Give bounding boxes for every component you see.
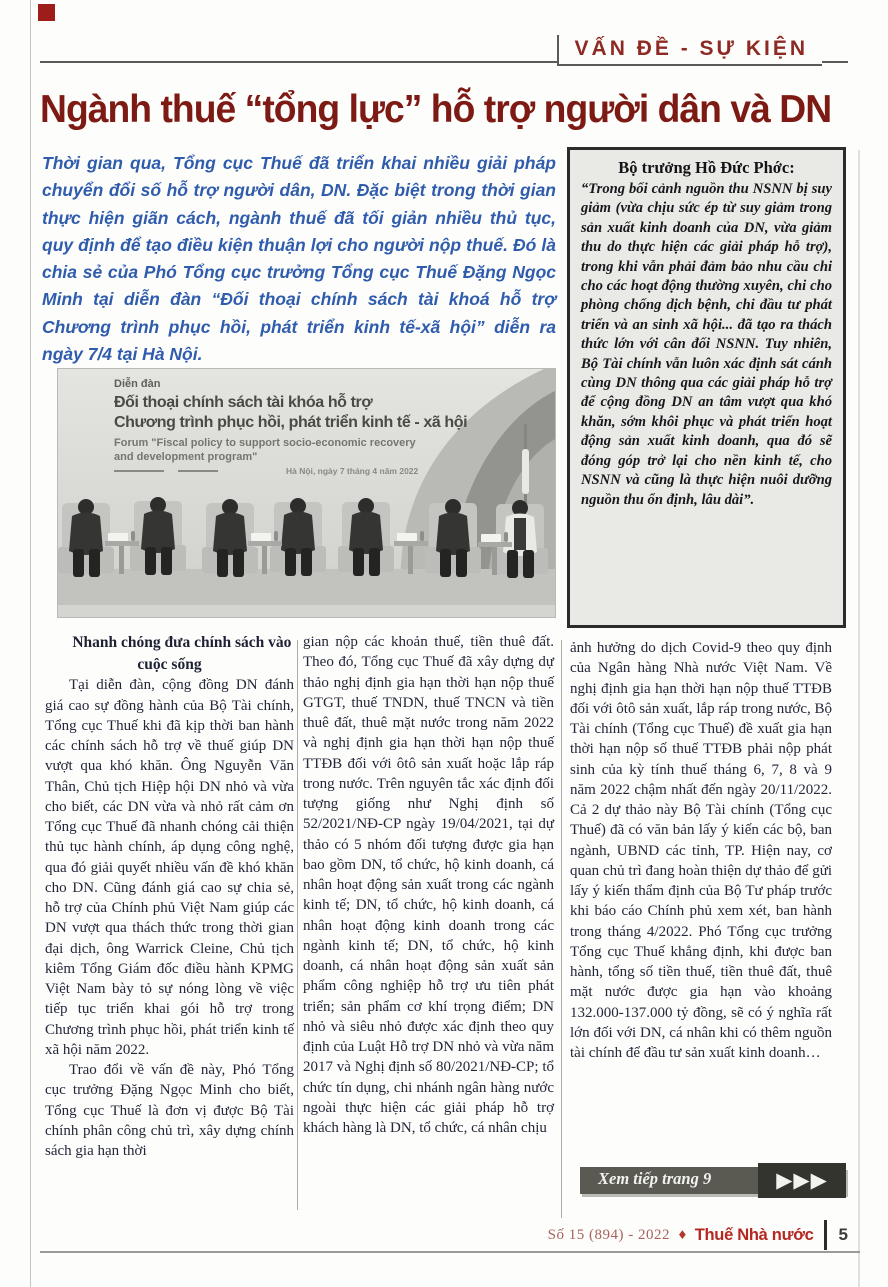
body-column-2 [303,632,554,1138]
page-edge-shadow [858,150,860,1287]
photo-forum-english-line2: and development program" [114,451,258,463]
banner-stand [522,449,529,494]
footer-divider [824,1220,827,1250]
page-number: 5 [838,1225,848,1244]
body-paragraph: Tại diễn đàn, cộng đồng DN đánh giá cao sự đồng hành của Bộ Tài chính, Tổng cục Thuế khi đã kịp thời ban hành các chính sách hỗ trợ về thuế giúp DN vượt qua khó khăn. Ông Nguyễn Văn Thân, Chủ tịch Hiệp hội DN nhỏ và vừa cho biết, các DN vừa và nhỏ rất cảm ơn Tổng cục Thuế đã nhanh chóng cải thiện thủ tục hành chính, áp dụng công nghệ, qua đó giải quyết nhiều vấn đề khó khăn cho DN. Cũng đánh giá cao sự chia sẻ, hỗ trợ của Chính phủ Việt Nam giúp các DN vượt qua thách thức trong thời gian đại dịch, ông Warrick Cleine, Chủ tịch kiêm Tổng Giám đốc điều hành KPMG Việt Nam bày tỏ sự nóng lòng về việc tiếp tục triển khai gói hỗ trợ trong Chương trình phục hồi, phát triển kinh tế xã hội năm 2022. [45,677,294,1058]
quote-box-heading: Bộ trưởng Hồ Đức Phớc: [618,158,795,177]
magazine-brand: Thuế Nhà nước [694,1225,814,1244]
photo-date: Hà Nội, ngày 7 tháng 4 năm 2022 [286,466,419,476]
column-divider-1 [297,640,298,1210]
panelist-figure [130,497,186,575]
panelist-figure [338,498,394,576]
forum-photo [57,368,556,618]
stage-front [58,605,555,617]
page-footer [340,1220,848,1250]
photo-forum-title-line1: Đối thoại chính sách tài khóa hỗ trợ [114,394,373,411]
panelist-figure [202,499,258,577]
red-corner-mark [38,4,55,21]
forum-photo-scene [58,369,555,617]
section-label: VẤN ĐỀ - SỰ KIỆN [557,35,822,66]
quote-box-text: “Trong bối cảnh nguồn thu NSNN bị suy giảm (vừa chịu sức ép từ suy giảm trong sản xuất kinh doanh của DN, vừa giảm thu do thực hiện các giải pháp hỗ trợ), trong khi vẫn phải đảm bảo nhu cầu chi cho các hoạt động thường xuyên, chi cho phòng chống dịch bệnh, chi đầu tư phát triển và an sinh xã hội... đã tạo ra thách thức lớn với cân đối NSNN. Tuy nhiên, Bộ Tài chính vẫn luôn xác định sát cánh cùng DN thông qua các giải pháp hỗ trợ để cộng đồng DN an tâm vượt qua khó khăn, sớm khôi phục và phát triển hoạt động sản xuất kinh doanh, qua đó sẽ đóng góp trở lại cho nền kinh tế, cho NSNN và cũng là thực hiện nuôi dưỡng nguồn thu ổn định, lâu dài”. [581,181,832,508]
panelist-figure [425,499,481,577]
minister-quote-box [567,147,846,628]
section-heading: Nhanh chóng đưa chính sách vào cuộc sống [72,634,292,673]
bottom-rule [40,1251,860,1253]
photo-forum-title-line2: Chương trình phục hồi, phát triển kinh tế - xã hội [114,414,468,431]
issue-number: Số 15 (894) - 2022 [547,1226,670,1243]
photo-divider-dash-2 [178,470,218,472]
body-paragraph: Trao đổi về vấn đề này, Phó Tổng cục trưởng Đặng Ngọc Minh cho biết, Tổng cục Thuế là đơn vị được Bộ Tài chính phân công chủ trì, xây dựng chính sách gia hạn thời [45,1062,294,1160]
section-header [40,34,848,66]
body-column-1 [45,632,294,1161]
photo-forum-label: Diễn đàn [114,378,161,390]
header-rule [40,61,557,63]
scan-fold-line [30,0,31,1287]
column-divider-2 [561,640,562,1218]
continued-on-page-banner[interactable] [580,1167,846,1194]
lead-paragraph: Thời gian qua, Tổng cục Thuế đã triển khai nhiều giải pháp chuyển đổi số hỗ trợ người dân, DN. Đặc biệt trong thời gian thực hiện giãn cách, ngành thuế đã tối giản nhiều thủ tục, quy định để tạo điều kiện thuận lợi cho người nộp thuế. Đó là chia sẻ của Phó Tổng cục trưởng Tổng cục Thuế Đặng Ngọc Minh tại diễn đàn “Đối thoại chính sách tài khoá hỗ trợ Chương trình phục hồi, phát triển kinh tế-xã hội” diễn ra ngày 7/4 tại Hà Nội. [42,153,556,365]
panelist-figure [58,499,114,577]
photo-forum-english-line1: Forum "Fiscal policy to support socio-economic recovery [114,437,416,449]
article-title: Ngành thuế “tổng lực” hỗ trợ người dân và DN [40,88,832,131]
triple-arrow-icon: ▶▶▶ [758,1163,846,1198]
body-paragraph: ảnh hưởng do dịch Covid-9 theo quy định của Ngân hàng Nhà nước Việt Nam. Về nghị định gia hạn thời hạn nộp thuế TTĐB đối với ôtô sản xuất, lắp ráp trong nước, Bộ Tài chính (Tổng cục Thuế) đề xuất gia hạn thời hạn nộp số thuế TTĐB phải nộp phát sinh của kỳ tính thuế tháng 6, 7, 8 và 9 năm 2022 chậm nhất đến ngày 20/11/2022. Cả 2 dự thảo này Bộ Tài chính (Tổng cục Thuế) đã có văn bản lấy ý kiến các bộ, ban ngành, UBND các tỉnh, TP. Hiện nay, cơ quan chủ trì đang hoàn thiện dự thảo để gửi lấy ý kiến thẩm định của Bộ Tư pháp trước khi báo cáo Chính phủ xem xét, ban hành trong tháng 4/2022. Phó Tổng cục trưởng Tổng cục Thuế khẳng định, khi được ban hành, tổng số tiền thuế, tiền thuê đất, thuê mặt nước được gia hạn vào khoảng 132.000-137.000 tỷ đồng, sẽ có ý nghĩa rất lớn đối với DN, cá nhân khi có thêm nguồn tài chính để đầu tư sản xuất kinh doanh… [570,640,832,1061]
body-paragraph: gian nộp các khoản thuế, tiền thuê đất. Theo đó, Tổng cục Thuế đã xây dựng dự thảo nghị định gia hạn thời hạn nộp thuế GTGT, thuế TNDN, thuế TNCN và tiền thuê đất, thuê mặt nước trong năm 2022 và nghị định gia hạn thời hạn nộp thuế TTĐB đối với ôtô sản xuất hoặc lắp ráp trong nước. Trên nguyên tắc xác định đối tượng giống như Nghị định số 52/2021/NĐ-CP ngày 19/04/2021, tại dự thảo có 5 nhóm đối tượng được gia hạn bao gồm DN, tổ chức, hộ kinh doanh, cá nhân hoạt động sản xuất trong các ngành kinh tế; DN, tổ chức, hộ kinh doanh, cá nhân hoạt động kinh doanh trong các ngành kinh tế; DN, tổ chức, hộ kinh doanh, cá nhân hoạt động sản xuất sản phẩm công nghiệp hỗ trợ ưu tiên phát triển; sản phẩm cơ khí trọng điểm; DN nhỏ và siêu nhỏ được xác định theo quy định của Luật Hỗ trợ DN nhỏ và vừa năm 2017 và Nghị định số 80/2021/NĐ-CP; tổ chức tín dụng, chi nhánh ngân hàng nước ngoài thực hiện các giải pháp hỗ trợ khách hàng là DN, tổ chức, cá nhân chịu [303,634,554,1136]
continued-label[interactable]: Xem tiếp trang 9 [598,1169,712,1188]
photo-divider-dash-1 [114,470,164,472]
diamond-icon: ♦ [676,1228,688,1242]
body-column-3 [570,638,832,1063]
header-rule-tail [822,61,848,63]
panelist-figure [270,498,326,576]
